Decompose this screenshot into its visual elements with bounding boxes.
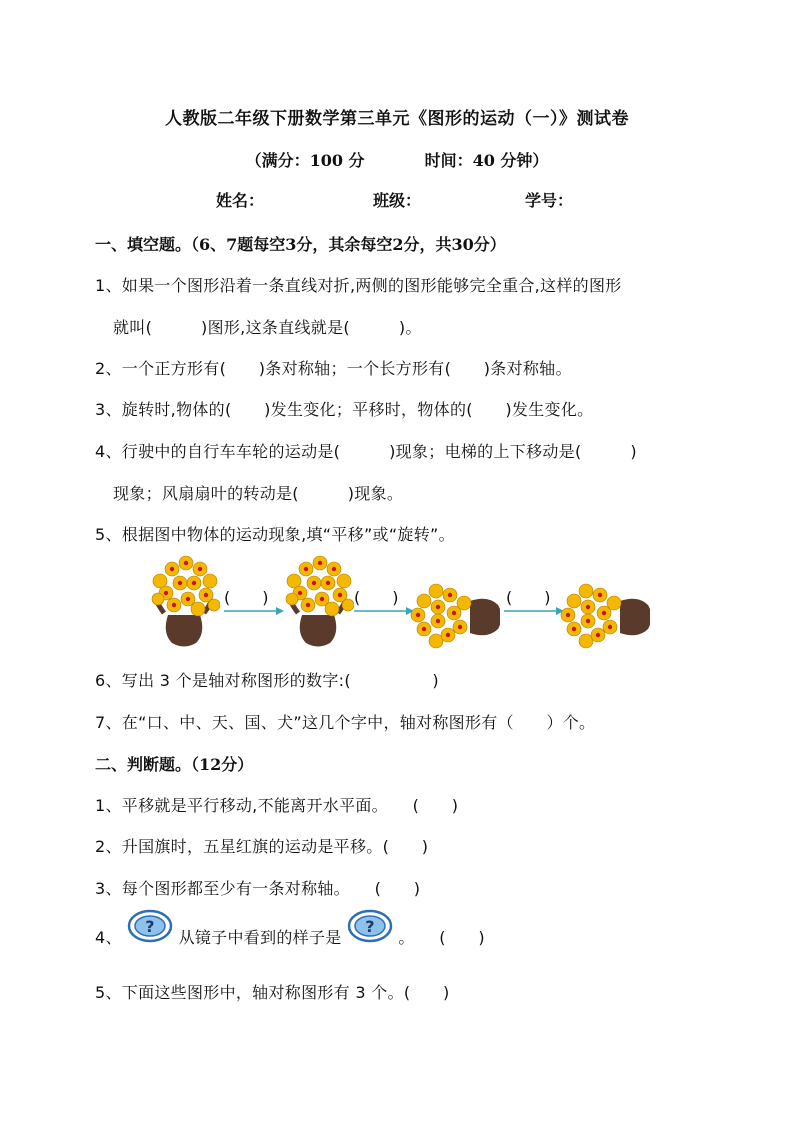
svg-text:?: ? — [145, 916, 155, 936]
flower-vase-4-rotated — [560, 569, 650, 654]
flower-vase-2 — [282, 555, 354, 650]
fill-question-4-line-1: 4、行驶中的自行车车轮的运动是( )现象；电梯的上下移动是( ) — [95, 442, 637, 461]
page-title: 人教版二年级下册数学第三单元《图形的运动（一）》测试卷 — [165, 109, 629, 129]
section-2-heading: 二、判断题。（12分） — [95, 755, 254, 774]
fill-question-6: 6、写出 3 个是轴对称图形的数字:( ) — [95, 671, 439, 690]
full-score: （满分：100 分 — [245, 151, 365, 170]
arrow-icon — [354, 605, 414, 617]
svg-text:?: ? — [365, 916, 375, 936]
judge-question-1: 1、平移就是平行移动,不能离开水平面。 ( ) — [95, 796, 459, 815]
judge-question-4 — [95, 916, 485, 948]
judge-question-4-suffix: 。 ( ) — [398, 928, 485, 947]
name-label: 姓名： — [216, 191, 265, 210]
answer-blank-3[interactable]: ( ) — [506, 588, 551, 607]
motion-figure-row — [148, 555, 648, 655]
flower-vase-1 — [148, 555, 220, 650]
arrow-icon — [224, 605, 284, 617]
time-limit: 时间：40 分钟） — [424, 151, 549, 170]
judge-question-2: 2、升国旗时，五星红旗的运动是平移。( ) — [95, 837, 429, 856]
judge-question-4-text: 从镜子中看到的样子是 — [178, 928, 342, 947]
fill-question-1-line-1: 1、如果一个图形沿着一条直线对折,两侧的图形能够完全重合,这样的图形 — [95, 276, 622, 295]
section-1-heading: 一、填空题。（6、7题每空3分，其余每空2分，共30分） — [95, 235, 506, 254]
student-id-label: 学号： — [525, 191, 574, 210]
fill-question-3: 3、旋转时,物体的( )发生变化；平移时，物体的( )发生变化。 — [95, 400, 594, 419]
arrow-icon — [504, 605, 564, 617]
answer-blank-2[interactable]: ( ) — [354, 588, 399, 607]
flower-vase-3-rotated — [410, 569, 500, 654]
question-mark-icon — [127, 909, 173, 943]
fill-question-2: 2、一个正方形有( )条对称轴；一个长方形有( )条对称轴。 — [95, 359, 572, 378]
class-label: 班级： — [373, 191, 422, 210]
judge-question-5: 5、下面这些图形中，轴对称图形有 3 个。( ) — [95, 983, 450, 1002]
answer-blank-1[interactable]: ( ) — [224, 588, 269, 607]
score-time-row — [0, 148, 794, 171]
judge-question-4-prefix: 4、 — [95, 928, 122, 947]
fill-question-7: 7、在“口、中、天、国、犬”这几个字中，轴对称图形有（ ）个。 — [95, 713, 596, 732]
fill-question-5: 5、根据图中物体的运动现象,填“平移”或“旋转”。 — [95, 525, 455, 544]
fill-question-1-line-2: 就叫( )图形,这条直线就是( )。 — [113, 318, 422, 337]
judge-question-3: 3、每个图形都至少有一条对称轴。 ( ) — [95, 879, 421, 898]
mirrored-question-mark-icon — [347, 909, 393, 943]
fill-question-4-line-2: 现象；风扇扇叶的转动是( )现象。 — [113, 484, 404, 503]
